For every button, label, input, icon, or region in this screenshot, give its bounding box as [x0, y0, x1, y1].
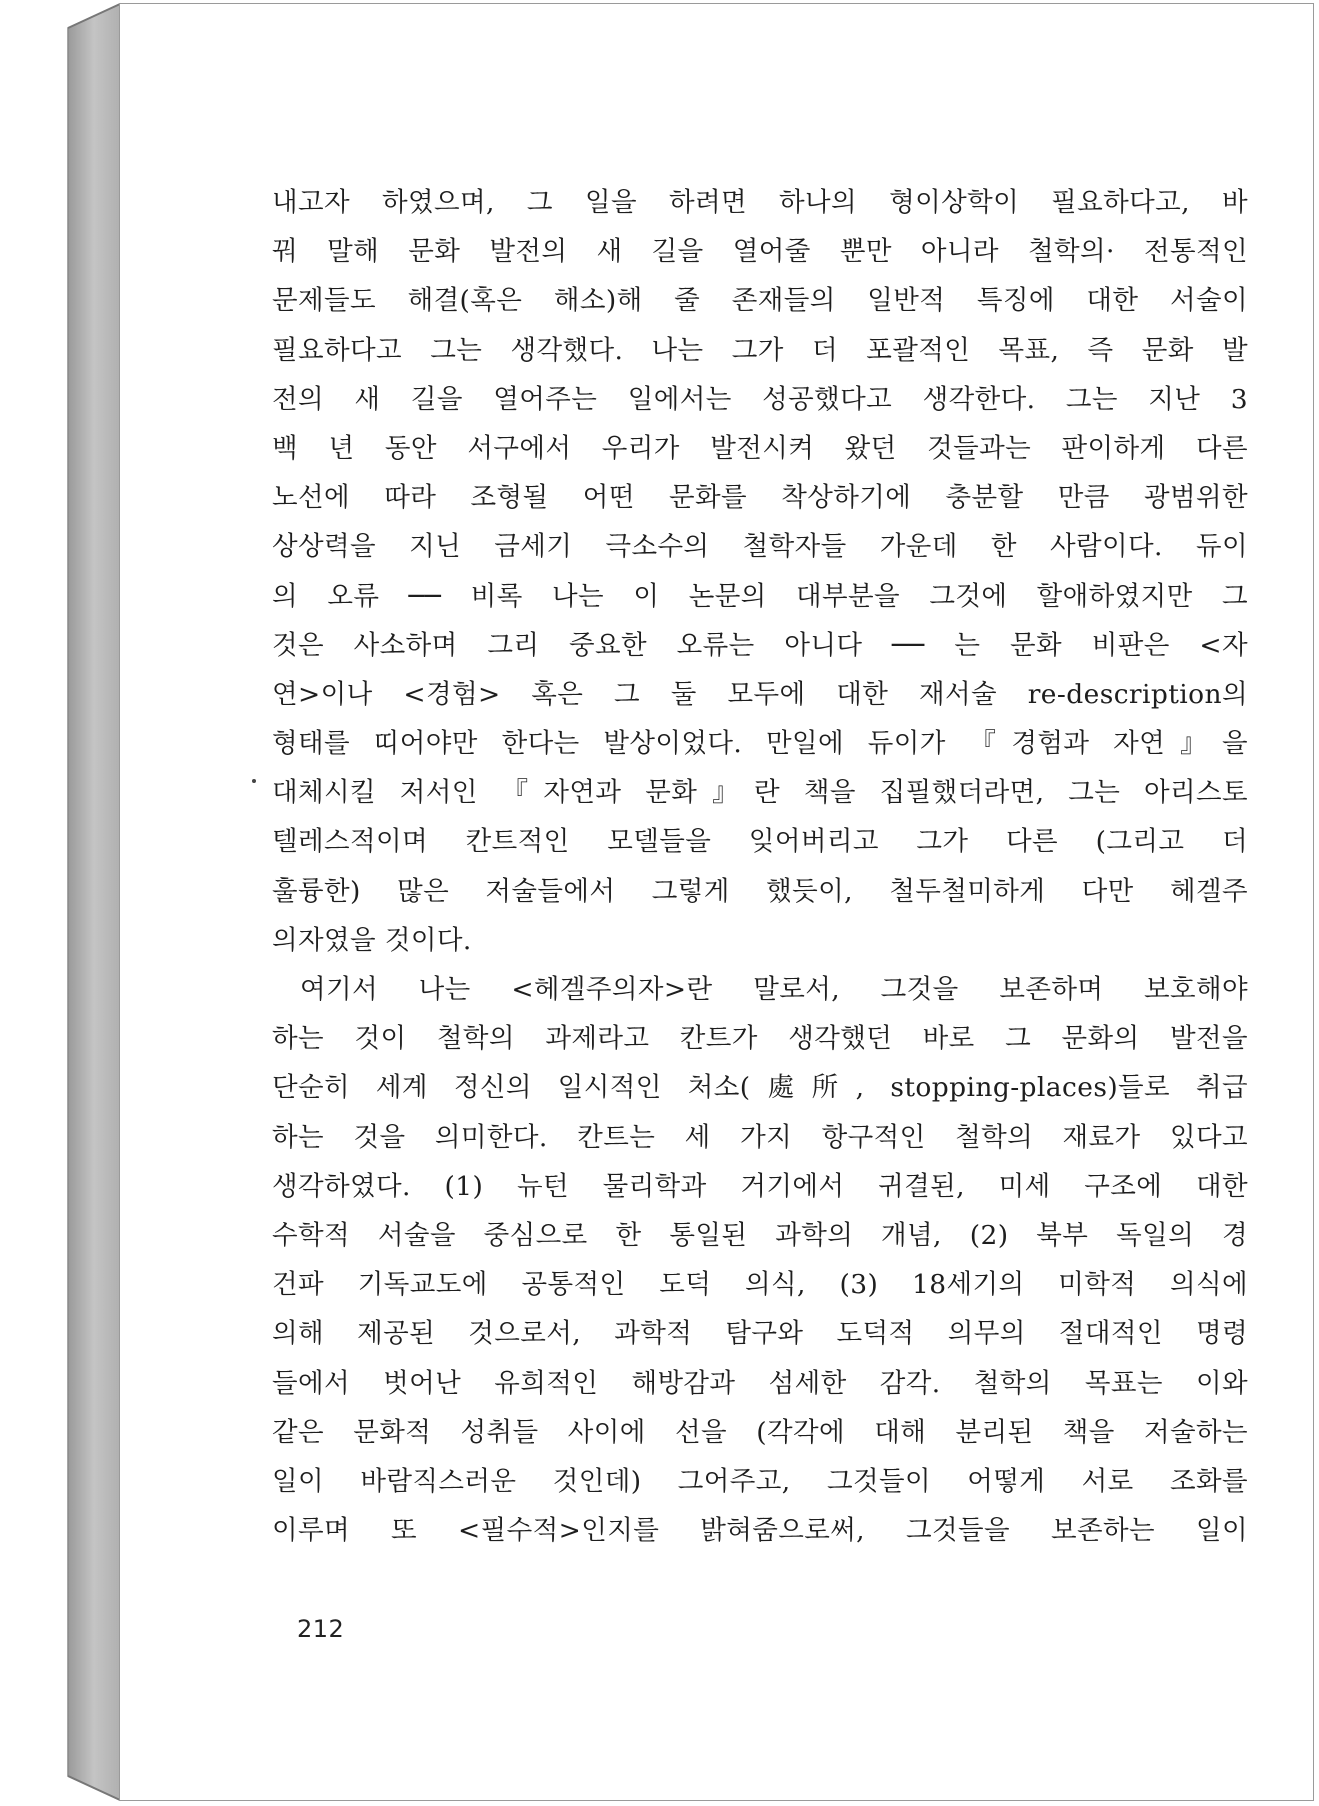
text-line: 의자였을 것이다.	[272, 924, 472, 956]
text-line: 상상력을 지닌 금세기 극소수의 철학자들 가운데 한 사람이다. 듀이	[272, 531, 1248, 563]
text-line: 문제들도 해결(혹은 해소)해 줄 존재들의 일반적 특징에 대한 서술이	[272, 285, 1248, 317]
text-line: 내고자 하였으며, 그 일을 하려면 하나의 형이상학이 필요하다고, 바	[272, 187, 1248, 218]
text-line: 건파 기독교도에 공통적인 도덕 의식, (3) 18세기의 미학적 의식에	[272, 1269, 1248, 1301]
text-line: 대체시킬 저서인 『자연과 문화』란 책을 집필했더라면, 그는 아리스토	[272, 777, 1248, 809]
text-line: 필요하다고 그는 생각했다. 나는 그가 더 포괄적인 목표, 즉 문화 발	[272, 334, 1248, 366]
text-line: 의해 제공된 것으로서, 과학적 탐구와 도덕적 의무의 절대적인 명령	[272, 1318, 1248, 1350]
body-text	[272, 178, 1248, 1555]
text-line: 일이 바람직스러운 것인데) 그어주고, 그것들이 어떻게 서로 조화를	[272, 1465, 1248, 1497]
text-line: 수학적 서술을 중심으로 한 통일된 과학의 개념, (2) 북부 독일의 경	[272, 1219, 1248, 1251]
text-line: 백 년 동안 서구에서 우리가 발전시켜 왔던 것들과는 판이하게 다른	[272, 432, 1248, 464]
page-number: 212	[297, 1615, 345, 1643]
book-page	[120, 4, 1313, 1800]
text-line: 하는 것을 의미한다. 칸트는 세 가지 항구적인 철학의 재료가 있다고	[272, 1121, 1248, 1153]
text-line: 꿔 말해 문화 발전의 새 길을 열어줄 뿐만 아니라 철학의· 전통적인	[272, 236, 1248, 268]
text-line: 연>이나 <경험> 혹은 그 둘 모두에 대한 재서술 re-description의	[272, 678, 1248, 710]
text-line: 생각하였다. (1) 뉴턴 물리학과 거기에서 귀결된, 미세 구조에 대한	[272, 1170, 1248, 1202]
text-line: 들에서 벗어난 유희적인 해방감과 섬세한 감각. 철학의 목표는 이와	[272, 1367, 1248, 1399]
text-line: 이루며 또 <필수적>인지를 밝혀줌으로써, 그것들을 보존하는 일이	[272, 1515, 1248, 1547]
paragraph-1	[272, 178, 1248, 965]
text-line: 전의 새 길을 열어주는 일에서는 성공했다고 생각한다. 그는 지난 3	[272, 383, 1248, 415]
text-line: 형태를 띠어야만 한다는 발상이었다. 만일에 듀이가 『경험과 자연』을	[272, 728, 1248, 760]
text-line: 단순히 세계 정신의 일시적인 처소(處所, stopping-places)들로 취급	[272, 1072, 1248, 1104]
text-line: 훌륭한) 많은 저술들에서 그렇게 했듯이, 철두철미하게 다만 헤겔주	[272, 875, 1248, 907]
paragraph-2	[272, 965, 1248, 1555]
text-line: 노선에 따라 조형될 어떤 문화를 착상하기에 충분할 만큼 광범위한	[272, 482, 1248, 514]
text-line: 텔레스적이며 칸트적인 모델들을 잊어버리고 그가 다른 (그리고 더	[272, 826, 1248, 858]
text-line: 여기서 나는 <헤겔주의자>란 말로서, 그것을 보존하며 보호해야	[300, 974, 1248, 1005]
text-line: 같은 문화적 성취들 사이에 선을 (각각에 대해 분리된 책을 저술하는	[272, 1416, 1248, 1448]
text-line: 것은 사소하며 그리 중요한 오류는 아니다 ── 는 문화 비판은 <자	[272, 629, 1248, 661]
margin-mark	[252, 779, 256, 783]
text-line: 하는 것이 철학의 과제라고 칸트가 생각했던 바로 그 문화의 발전을	[272, 1023, 1248, 1055]
text-line: 의 오류 ── 비록 나는 이 논문의 대부분을 그것에 할애하였지만 그	[272, 580, 1248, 612]
